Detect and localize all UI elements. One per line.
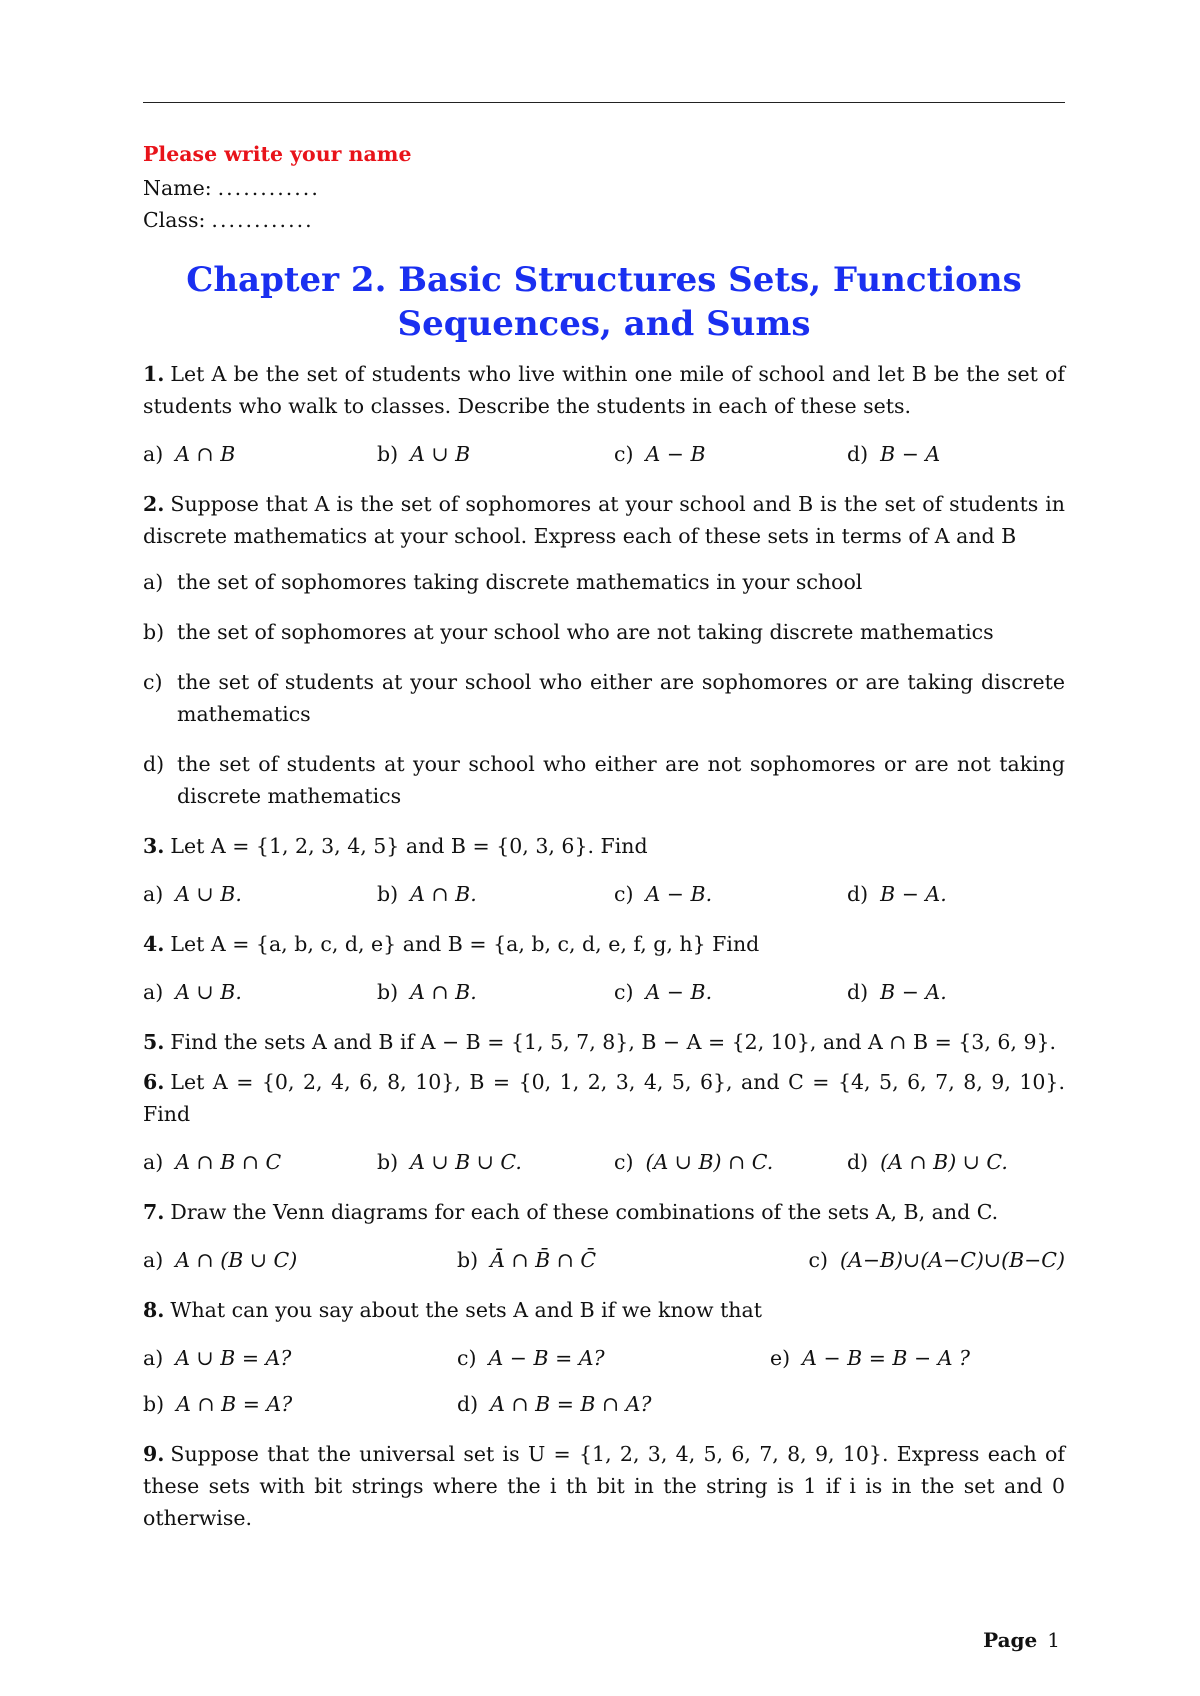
question-text: Find the sets A and B if A − B = {1, 5, 7, 8}, B − A = {2, 10}, and A ∩ B = {3, 6, 9}. — [170, 1030, 1057, 1054]
question-2 — [143, 488, 1065, 552]
question-number: 6. — [143, 1070, 165, 1094]
option-label: d) — [847, 442, 869, 466]
page-label: Page — [983, 1628, 1038, 1652]
option-label: c) — [614, 980, 634, 1004]
question-3-options — [143, 878, 1065, 910]
option-b — [377, 438, 470, 470]
question-6 — [143, 1066, 1065, 1130]
option-text: A ∩ B = A? — [176, 1392, 293, 1416]
name-prompt: Please write your name — [143, 142, 412, 166]
question-3 — [143, 830, 1065, 862]
option-label: a) — [143, 980, 164, 1004]
option-text: A − B = B − A ? — [802, 1346, 971, 1370]
option-label: b) — [377, 1150, 399, 1174]
worksheet-content — [143, 138, 1065, 1534]
option-b — [377, 878, 477, 910]
question-2-item-a — [143, 566, 1065, 598]
question-2-item-b — [143, 616, 1065, 648]
item-label: d) — [143, 752, 165, 776]
question-text: Suppose that the universal set is U = {1, 2, 3, 4, 5, 6, 7, 8, 9, 10}. Express each of these sets with bit strings where the i th bit in the string is 1 if i is in the set and 0 otherwise. — [143, 1442, 1065, 1530]
option-text: A ∩ B. — [410, 980, 477, 1004]
option-text: A ∩ B. — [410, 882, 477, 906]
question-text: Suppose that A is the set of sophomores at your school and B is the set of students in discrete mathematics at your school. Express each of these sets in terms of A and B — [143, 492, 1065, 548]
page-footer — [983, 1628, 1060, 1652]
chapter-title — [143, 258, 1065, 346]
option-d — [847, 438, 940, 470]
option-label: b) — [143, 1392, 165, 1416]
option-text: A ∪ B = A? — [175, 1346, 292, 1370]
option-c — [614, 976, 712, 1008]
question-text: Let A = {1, 2, 3, 4, 5} and B = {0, 3, 6}. Find — [170, 834, 648, 858]
option-label: d) — [847, 882, 869, 906]
option-text: A ∪ B. — [175, 980, 242, 1004]
option-text: A − B = A? — [488, 1346, 605, 1370]
option-b — [377, 1146, 522, 1178]
name-dots: ............ — [217, 176, 320, 200]
option-label: a) — [143, 442, 164, 466]
option-label: c) — [457, 1346, 477, 1370]
item-text: the set of students at your school who either are not sophomores or are not taking discrete mathematics — [177, 752, 1065, 808]
option-d — [847, 1146, 1008, 1178]
option-a — [143, 1342, 291, 1374]
option-label: c) — [614, 1150, 634, 1174]
option-text: A − B — [645, 442, 706, 466]
question-number: 8. — [143, 1298, 165, 1322]
option-label: b) — [457, 1248, 479, 1272]
item-label: c) — [143, 670, 163, 694]
option-text: Ā ∩ B̄ ∩ C̄ — [490, 1248, 597, 1272]
option-label: c) — [614, 442, 634, 466]
question-text: What can you say about the sets A and B if we know that — [170, 1298, 762, 1322]
question-text: Let A = {a, b, c, d, e} and B = {a, b, c, d, e, f, g, h} Find — [170, 932, 760, 956]
question-number: 5. — [143, 1030, 165, 1054]
option-text: A ∩ B — [175, 442, 236, 466]
question-text: Let A = {0, 2, 4, 6, 8, 10}, B = {0, 1, 2, 3, 4, 5, 6}, and C = {4, 5, 6, 7, 8, 9, 10}. Find — [143, 1070, 1065, 1126]
class-dots: ............ — [211, 208, 314, 232]
option-d — [847, 976, 947, 1008]
option-label: d) — [847, 1150, 869, 1174]
top-rule — [143, 102, 1065, 103]
chapter-title-line2: Sequences, and Sums — [397, 304, 811, 344]
item-text: the set of sophomores taking discrete mathematics in your school — [177, 570, 863, 594]
option-a — [143, 1146, 281, 1178]
question-number: 7. — [143, 1200, 165, 1224]
page-number: 1 — [1047, 1628, 1060, 1652]
option-label: a) — [143, 882, 164, 906]
option-text: A ∩ B = B ∩ A? — [490, 1392, 652, 1416]
question-number: 2. — [143, 492, 165, 516]
option-a — [143, 438, 235, 470]
option-text: B − A. — [880, 882, 947, 906]
question-1 — [143, 358, 1065, 422]
question-5 — [143, 1026, 1065, 1058]
question-7 — [143, 1196, 1065, 1228]
question-4 — [143, 928, 1065, 960]
question-8-options-row2 — [143, 1388, 1065, 1420]
option-label: b) — [377, 442, 399, 466]
option-label: a) — [143, 1346, 164, 1370]
question-number: 1. — [143, 362, 165, 386]
option-label: b) — [377, 980, 399, 1004]
item-label: b) — [143, 620, 165, 644]
option-c — [614, 1146, 773, 1178]
question-8 — [143, 1294, 1065, 1326]
name-field — [143, 172, 1065, 204]
question-number: 4. — [143, 932, 165, 956]
option-b — [457, 1244, 596, 1276]
option-a — [143, 976, 242, 1008]
option-text: A ∩ (B ∪ C) — [175, 1248, 298, 1272]
chapter-title-line1: Chapter 2. Basic Structures Sets, Functions — [186, 260, 1022, 300]
option-label: a) — [143, 1248, 164, 1272]
question-text: Draw the Venn diagrams for each of these combinations of the sets A, B, and C. — [170, 1200, 999, 1224]
question-2-item-c — [143, 666, 1065, 730]
option-text: A − B. — [645, 980, 713, 1004]
question-9 — [143, 1438, 1065, 1534]
option-label: d) — [847, 980, 869, 1004]
item-text: the set of sophomores at your school who are not taking discrete mathematics — [177, 620, 994, 644]
item-label: a) — [143, 570, 164, 594]
option-d — [457, 1388, 651, 1420]
option-label: b) — [377, 882, 399, 906]
option-text: (A−B)∪(A−C)∪(B−C) — [840, 1248, 1065, 1272]
option-text: A ∪ B — [410, 442, 471, 466]
item-text: the set of students at your school who either are sophomores or are taking discrete mathematics — [177, 670, 1065, 726]
option-text: A ∪ B ∪ C. — [410, 1150, 522, 1174]
question-number: 3. — [143, 834, 165, 858]
question-7-options — [143, 1244, 1065, 1276]
option-c — [809, 1244, 1065, 1276]
class-label: Class: — [143, 208, 206, 232]
option-label: a) — [143, 1150, 164, 1174]
option-d — [847, 878, 947, 910]
question-2-item-d — [143, 748, 1065, 812]
question-1-options — [143, 438, 1065, 470]
option-text: A − B. — [645, 882, 713, 906]
name-label: Name: — [143, 176, 212, 200]
option-a — [143, 878, 242, 910]
option-text: (A ∪ B) ∩ C. — [645, 1150, 774, 1174]
question-4-options — [143, 976, 1065, 1008]
option-text: A ∩ B ∩ C — [175, 1150, 282, 1174]
question-number: 9. — [143, 1442, 165, 1466]
question-6-options — [143, 1146, 1065, 1178]
option-a — [143, 1244, 297, 1276]
option-text: A ∪ B. — [175, 882, 242, 906]
option-text: B − A. — [880, 980, 947, 1004]
option-text: (A ∩ B) ∪ C. — [880, 1150, 1008, 1174]
option-e — [770, 1342, 970, 1374]
option-c — [457, 1342, 605, 1374]
option-label: d) — [457, 1392, 479, 1416]
option-b — [377, 976, 477, 1008]
question-8-options-row1 — [143, 1342, 1065, 1374]
option-c — [614, 878, 712, 910]
option-label: e) — [770, 1346, 791, 1370]
option-text: B − A — [880, 442, 941, 466]
question-text: Let A be the set of students who live within one mile of school and let B be the set of students who walk to classes. Describe the students in each of these sets. — [143, 362, 1065, 418]
option-label: c) — [808, 1248, 829, 1272]
option-b — [143, 1388, 292, 1420]
option-label: c) — [614, 882, 634, 906]
class-field — [143, 204, 1065, 236]
option-c — [614, 438, 706, 470]
